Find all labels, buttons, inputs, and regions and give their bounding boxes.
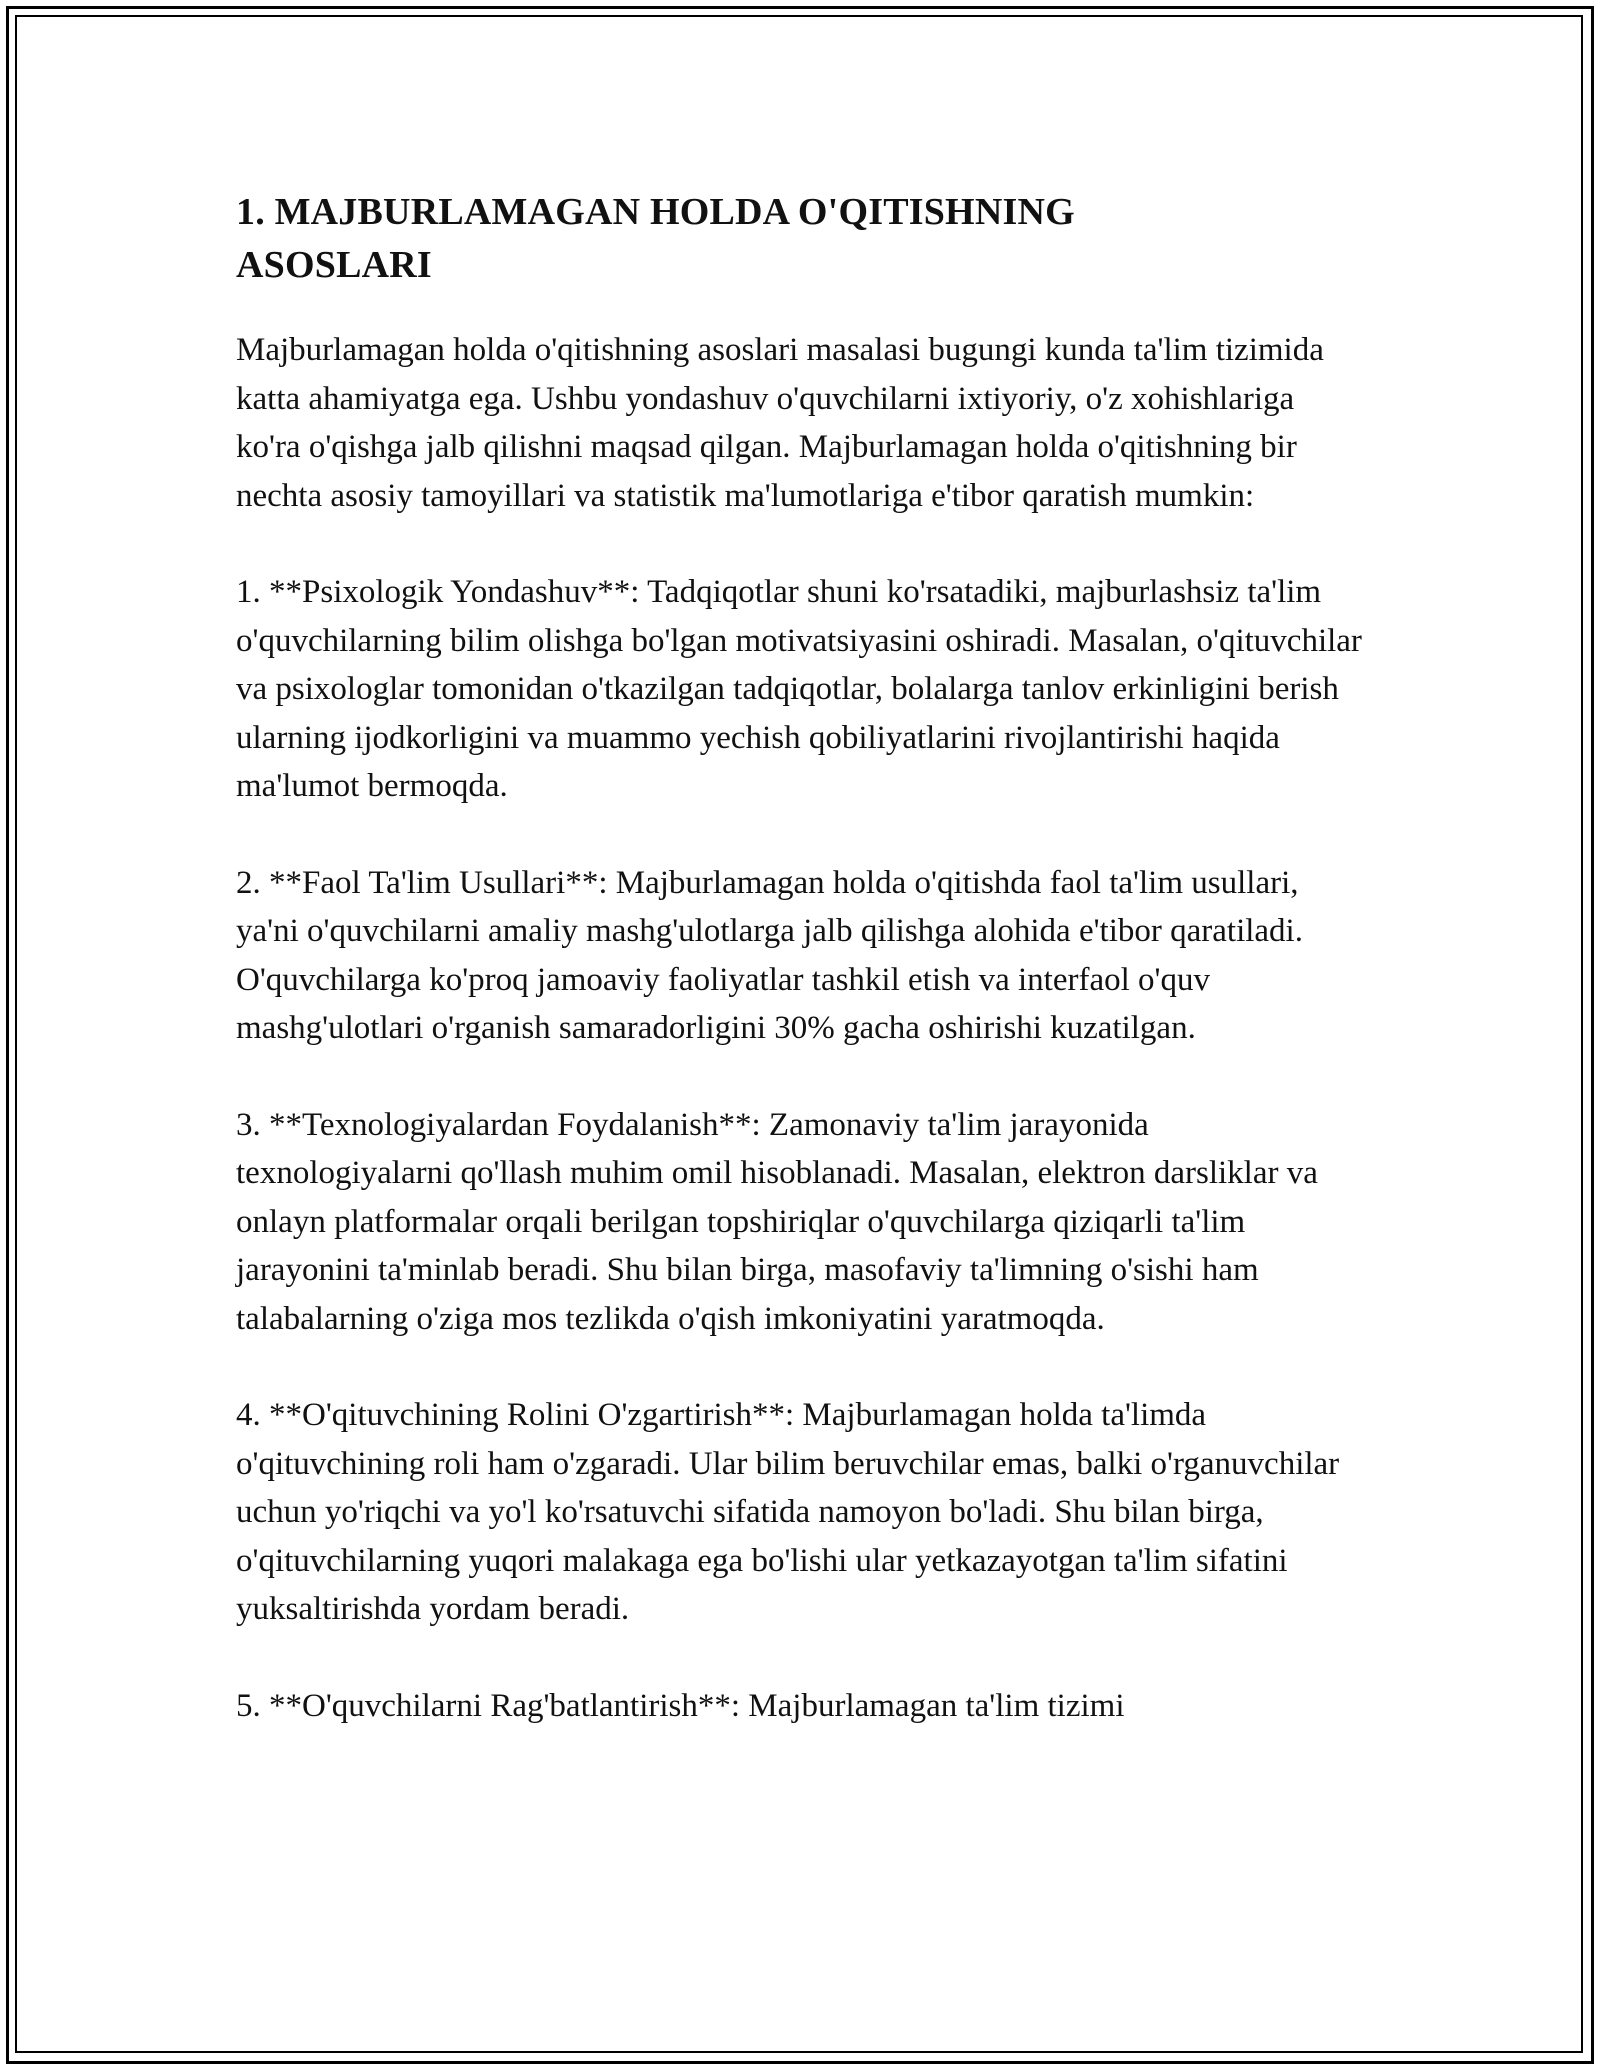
list-item-technology: 3. **Texnologiyalardan Foydalanish**: Zamonaviy ta'lim jarayonida texnologiyalarni qo'llash muhim omil hisoblanadi. Masalan, elektron darsliklar va onlayn platformalar orqali berilgan topshiriqlar o'quvchilarga qiziqarli ta'lim jarayonini ta'minlab beradi. Shu bilan birga, masofaviy ta'limning o'sishi ham talabalarning o'ziga mos tezlikda o'qish imkoniyatini yaratmoqda.: [236, 1106, 1318, 1337]
intro-paragraph: Majburlamagan holda o'qitishning asoslari masalasi bugungi kunda ta'lim tizimida katta ahamiyatga ega. Ushbu yondashuv o'quvchilarni ixtiyoriy, o'z xohishlariga ko'ra o'qishga jalb qilishni maqsad qilgan. Majburlamagan holda o'qitishning bir nechta asosiy tamoyillari va statistik ma'lumotlariga e'tibor qaratish mumkin:: [236, 332, 1324, 514]
list-item-motivation: 5. **O'quvchilarni Rag'batlantirish**: Majburlamagan ta'lim tizimi: [236, 1687, 1125, 1724]
list-item-psychology: 1. **Psixologik Yondashuv**: Tadqiqotlar shuni ko'rsatadiki, majburlashsiz ta'lim o'quvchilarning bilim olishga bo'lgan motivatsiyasini oshiradi. Masalan, o'qituvchilar va psixologlar tomonidan o'tkazilgan tadqiqotlar, bolalarga tanlov erkinligini berish ularning ijodkorligini va muammo yechish qobiliyatlarini rivojlantirishi haqida ma'lumot bermoqda.: [236, 574, 1362, 804]
list-item-active-learning: 2. **Faol Ta'lim Usullari**: Majburlamagan holda o'qitishda faol ta'lim usullari, ya'ni o'quvchilarni amaliy mashg'ulotlarga jalb qilishga alohida e'tibor qaratiladi. O'quvchilarga ko'proq jamoaviy faoliyatlar tashkil etish va interfaol o'quv mashg'ulotlari o'rganish samaradorligini 30% gacha oshirishi kuzatilgan.: [236, 864, 1303, 1046]
list-item-teacher-role: 4. **O'qituvchining Rolini O'zgartirish**: Majburlamagan holda ta'limda o'qituvchining roli ham o'zgaradi. Ular bilim beruvchilar emas, balki o'rganuvchilar uchun yo'riqchi va yo'l ko'rsatuvchi sifatida namoyon bo'ladi. Shu bilan birga, o'qituvchilarning yuqori malakaga ega bo'lishi ular yetkazayotgan ta'lim sifatini yuksaltirishda yordam beradi.: [236, 1397, 1340, 1627]
document-body: [236, 186, 1366, 1730]
section-title-line-2: ASOSLARI: [236, 244, 432, 286]
section-title-line-1: 1. MAJBURLAMAGAN HOLDA O'QITISHNING: [236, 191, 1075, 233]
section-title: [236, 186, 1366, 292]
